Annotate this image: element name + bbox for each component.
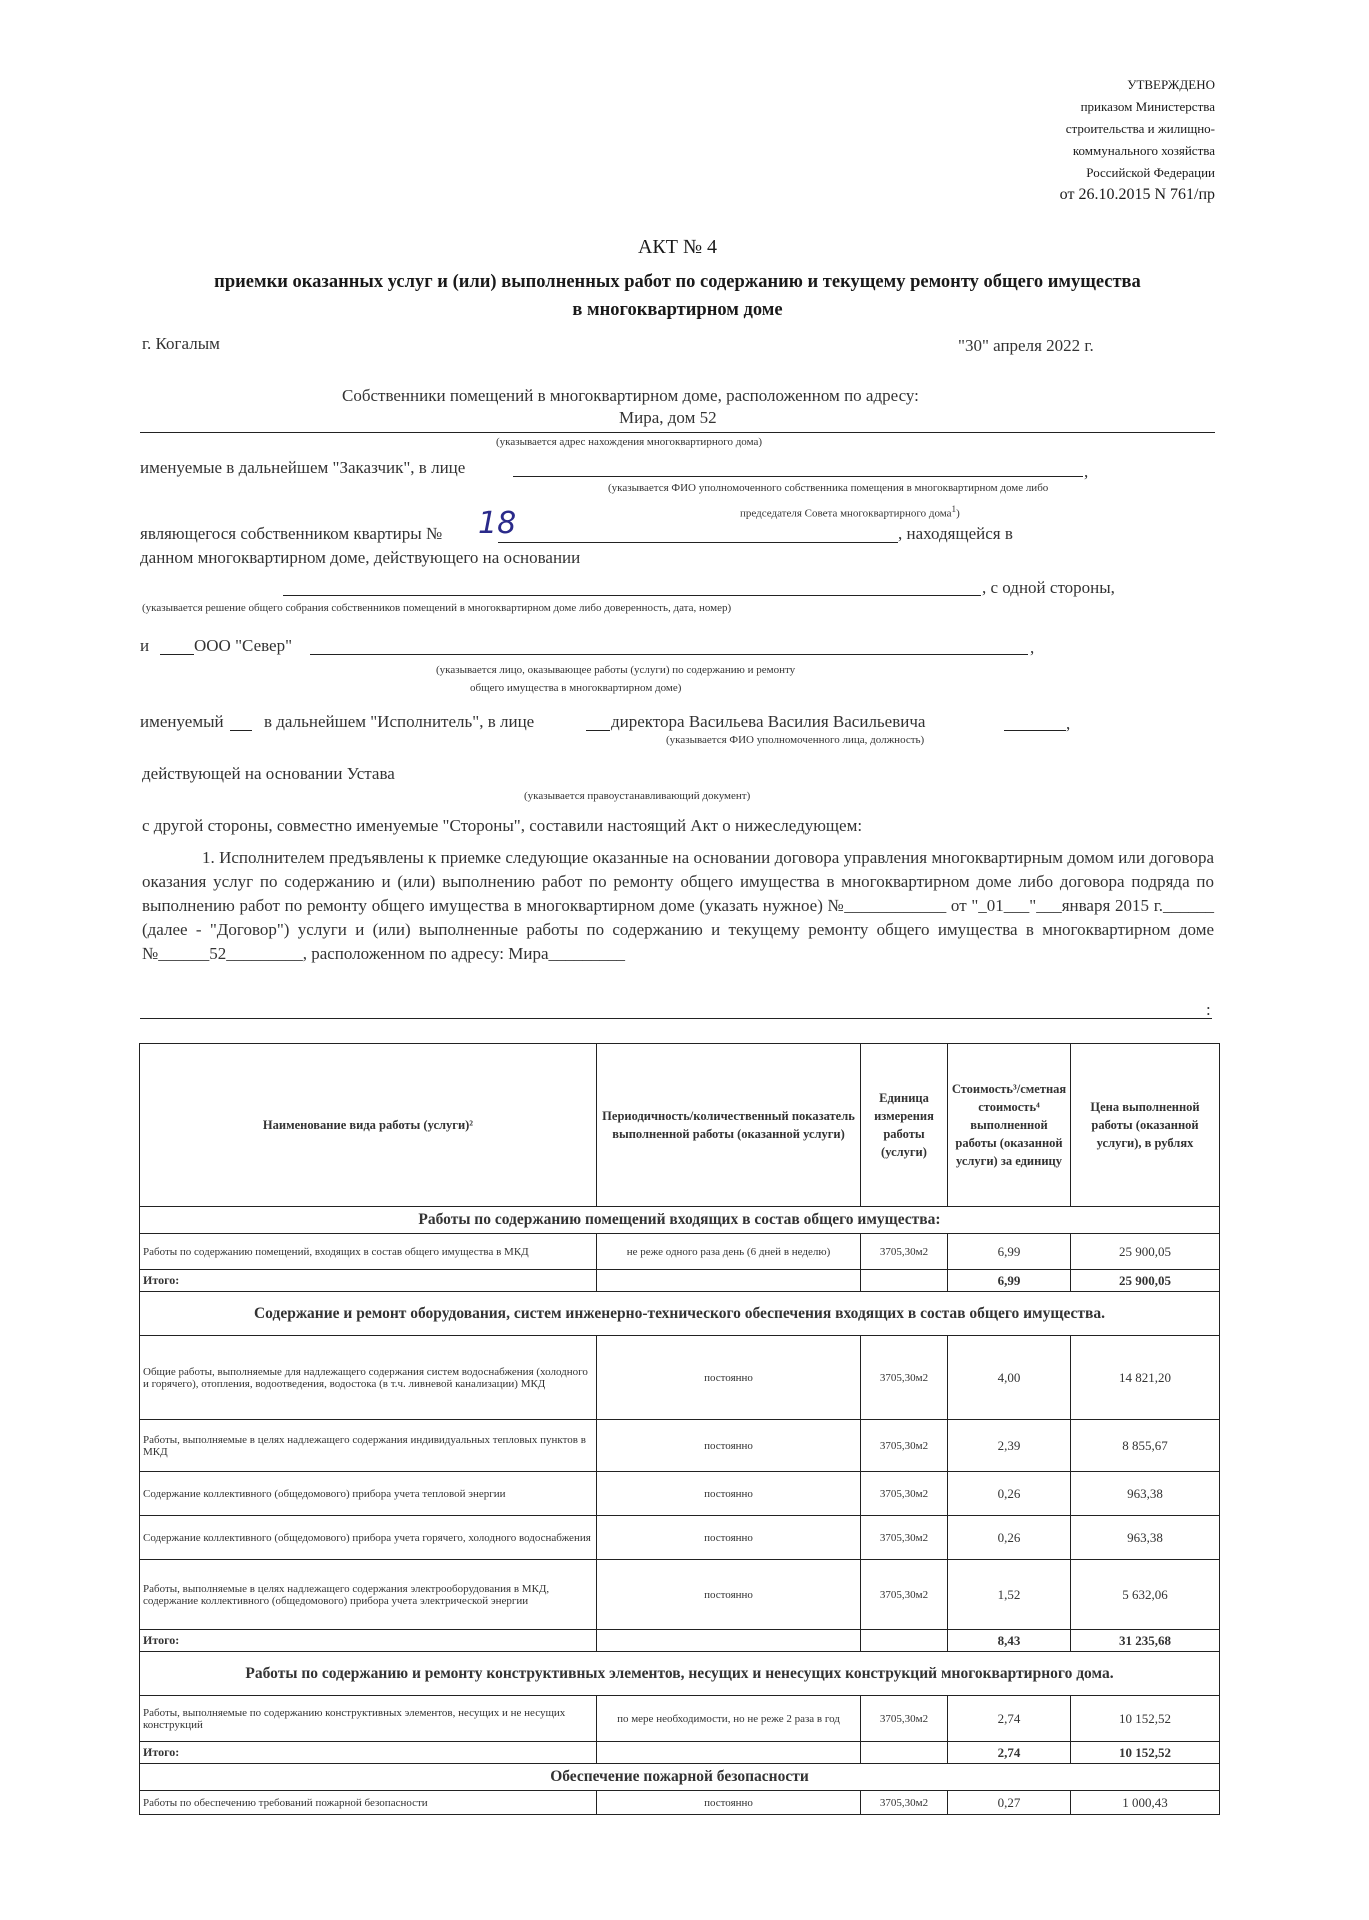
act-date: "30" апреля 2022 г. — [958, 336, 1094, 355]
work-cost: 1,52 — [948, 1560, 1071, 1630]
executor-prefix: именуемый — [140, 712, 224, 731]
work-cost: 0,27 — [948, 1791, 1071, 1815]
work-period: постоянно — [597, 1336, 861, 1420]
work-name: Содержание коллективного (общедомового) прибора учета горячего, холодного водоснабжения — [140, 1516, 597, 1560]
total-row — [140, 1270, 1220, 1292]
owner-apt-suffix: , находящейся в — [898, 524, 1013, 543]
acting-line: действующей на основании Устава — [142, 764, 395, 783]
note-fio-1: (указывается ФИО уполномоченного собственника помещения в многоквартирном доме либо — [608, 482, 1049, 494]
executor-person: директора Васильева Василия Васильевича — [611, 712, 926, 731]
work-cost: 2,74 — [948, 1696, 1071, 1742]
contractor-underline — [310, 654, 1028, 655]
work-price: 963,38 — [1071, 1472, 1220, 1516]
work-name: Содержание коллективного (общедомового) прибора учета тепловой энергии — [140, 1472, 597, 1516]
work-period: по мере необходимости, но не реже 2 раза в год — [597, 1696, 861, 1742]
total-cost: 2,74 — [948, 1742, 1071, 1764]
total-cost: 8,43 — [948, 1630, 1071, 1652]
work-period: не реже одного раза день (6 дней в неделю) — [597, 1234, 861, 1270]
work-cost: 0,26 — [948, 1516, 1071, 1560]
city: г. Когалым — [142, 334, 220, 353]
note-fio-2: председателя Совета многоквартирного дома$^1$) — [740, 504, 960, 520]
table-row — [140, 1234, 1220, 1270]
total-label: Итого: — [140, 1630, 597, 1652]
total-label: Итого: — [140, 1742, 597, 1764]
contractor-name: ООО "Север" — [194, 636, 293, 655]
table-row — [140, 1516, 1220, 1560]
work-unit: 3705,30м2 — [861, 1696, 948, 1742]
column-header: Стоимость³/сметная стоимость⁴ выполненной работы (оказанной услуги) за единицу — [948, 1044, 1071, 1207]
section-row — [140, 1207, 1220, 1234]
work-name: Работы, выполняемые по содержанию конструктивных элементов, несущих и не несущих конструкций — [140, 1696, 597, 1742]
section-title: Работы по содержанию и ремонту конструктивных элементов, несущих и ненесущих конструкций многоквартирного дома. — [140, 1652, 1220, 1696]
work-cost: 0,26 — [948, 1472, 1071, 1516]
approval-line: Российской Федерации — [1086, 165, 1215, 180]
basis-line: данном многоквартирном доме, действующего на основании — [140, 548, 581, 567]
comma: , — [1030, 638, 1035, 657]
total-row — [140, 1630, 1220, 1652]
work-unit: 3705,30м2 — [861, 1336, 948, 1420]
apartment-number: 18 — [478, 506, 517, 541]
section-row — [140, 1764, 1220, 1791]
clause-1-underline — [140, 1018, 1212, 1019]
work-period: постоянно — [597, 1516, 861, 1560]
table-row — [140, 1696, 1220, 1742]
section-row — [140, 1292, 1220, 1336]
and-prefix: и — [140, 636, 150, 655]
work-cost: 2,39 — [948, 1420, 1071, 1472]
work-period: постоянно — [597, 1560, 861, 1630]
note-decision: (указывается решение общего собрания собственников помещений в многоквартирном доме либо доверенность, дата, номер) — [142, 602, 732, 614]
work-unit: 3705,30м2 — [861, 1791, 948, 1815]
table-row — [140, 1472, 1220, 1516]
customer-line: именуемые в дальнейшем "Заказчик", в лице — [140, 458, 466, 477]
work-unit: 3705,30м2 — [861, 1516, 948, 1560]
apt-underline — [498, 542, 898, 543]
total-label: Итого: — [140, 1270, 597, 1292]
basis-underline — [283, 595, 981, 596]
act-subtitle — [140, 268, 1215, 324]
owners-line: Собственники помещений в многоквартирном доме, расположенном по адресу: — [342, 386, 919, 405]
table-row — [140, 1420, 1220, 1472]
work-name: Работы по содержанию помещений, входящих в состав общего имущества в МКД — [140, 1234, 597, 1270]
clause-1: 1. Исполнителем предъявлены к приемке следующие оказанные на основании договора управления многоквартирным домом или договора оказания услуг по содержанию и (или) выполнению работ по ремонту общего имущества в многоквартирном доме либо договора подряда по выполнению работ по ремонту общего имущества в многоквартирном доме (указать нужное) №____________ от "_01___"___января 2015 г.______ (далее - "Договор") услуги и (или) выполненные работы по содержанию и текущему ремонту общего имущества в многоквартирном доме №______52_________, расположенном по адресу: Мира_________ — [142, 848, 1214, 963]
services-table — [139, 1043, 1220, 1815]
owner-apt-prefix: являющегося собственником квартиры № — [140, 524, 443, 543]
note-contractor-2: общего имущества в многоквартирном доме) — [470, 682, 682, 694]
work-period: постоянно — [597, 1472, 861, 1516]
work-name: Работы по обеспечению требований пожарной безопасности — [140, 1791, 597, 1815]
address-underline — [140, 432, 1215, 433]
column-header: Наименование вида работы (услуги)² — [140, 1044, 597, 1207]
section-title: Работы по содержанию помещений входящих в состав общего имущества: — [140, 1207, 1220, 1234]
address: Мира, дом 52 — [619, 408, 717, 427]
total-price: 31 235,68 — [1071, 1630, 1220, 1652]
column-header: Периодичность/количественный показатель выполненной работы (оказанной услуги) — [597, 1044, 861, 1207]
act-title: АКТ № 4 — [637, 236, 718, 258]
note-contractor-1: (указывается лицо, оказывающее работы (услуги) по содержанию и ремонту — [436, 664, 796, 676]
table-row — [140, 1336, 1220, 1420]
work-price: 8 855,67 — [1071, 1420, 1220, 1472]
other-side-line: с другой стороны, совместно именуемые "Стороны", составили настоящий Акт о нижеследующем: — [142, 816, 863, 835]
note-address: (указывается адрес нахождения многоквартирного дома) — [496, 436, 763, 448]
approval-block — [955, 74, 1215, 206]
work-price: 14 821,20 — [1071, 1336, 1220, 1420]
contractor-pre-underline — [160, 654, 194, 655]
work-price: 1 000,43 — [1071, 1791, 1220, 1815]
table-row — [140, 1560, 1220, 1630]
note-document: (указывается правоустанавливающий документ) — [524, 790, 751, 802]
work-price: 5 632,06 — [1071, 1560, 1220, 1630]
work-cost: 6,99 — [948, 1234, 1071, 1270]
work-period: постоянно — [597, 1420, 861, 1472]
column-header: Цена выполненной работы (оказанной услуги), в рублях — [1071, 1044, 1220, 1207]
work-unit: 3705,30м2 — [861, 1472, 948, 1516]
work-name: Работы, выполняемые в целях надлежащего содержания индивидуальных тепловых пунктов в МКД — [140, 1420, 597, 1472]
executor-prefix-underline — [230, 730, 252, 731]
approval-line: строительства и жилищно- — [1065, 121, 1215, 136]
executor-middle: в дальнейшем "Исполнитель", в лице — [264, 712, 535, 731]
work-price: 10 152,52 — [1071, 1696, 1220, 1742]
section-title: Обеспечение пожарной безопасности — [140, 1764, 1220, 1791]
work-unit: 3705,30м2 — [861, 1560, 948, 1630]
executor-person-pre-underline — [586, 730, 610, 731]
table-row — [140, 1791, 1220, 1815]
act-subtitle-line-1: приемки оказанных услуг и (или) выполненных работ по содержанию и текущему ремонту общего имущества — [214, 272, 1141, 292]
column-header: Единица измерения работы (услуги) — [861, 1044, 948, 1207]
act-subtitle-line-2: в многоквартирном доме — [572, 300, 783, 320]
work-period: постоянно — [597, 1791, 861, 1815]
comma: , — [1084, 462, 1089, 481]
executor-person-underline — [1004, 730, 1066, 731]
colon: : — [1206, 1000, 1211, 1019]
note-position: (указывается ФИО уполномоченного лица, должность) — [666, 734, 925, 746]
total-cost: 6,99 — [948, 1270, 1071, 1292]
customer-underline — [513, 476, 1083, 477]
table-header-row — [140, 1044, 1220, 1207]
work-price: 25 900,05 — [1071, 1234, 1220, 1270]
approval-line: УТВЕРЖДЕНО — [1127, 77, 1215, 92]
note-fio-2-text: председателя Совета многоквартирного дома — [740, 507, 952, 520]
work-unit: 3705,30м2 — [861, 1420, 948, 1472]
comma: , — [1066, 714, 1071, 733]
approval-line: от 26.10.2015 N 761/пр — [1059, 186, 1215, 203]
section-row — [140, 1652, 1220, 1696]
section-title: Содержание и ремонт оборудования, систем инженерно-технического обеспечения входящих в состав общего имущества. — [140, 1292, 1220, 1336]
total-row — [140, 1742, 1220, 1764]
work-price: 963,38 — [1071, 1516, 1220, 1560]
total-price: 10 152,52 — [1071, 1742, 1220, 1764]
work-unit: 3705,30м2 — [861, 1234, 948, 1270]
approval-line: коммунального хозяйства — [1072, 143, 1215, 158]
work-cost: 4,00 — [948, 1336, 1071, 1420]
approval-line: приказом Министерства — [1080, 99, 1215, 114]
work-name: Работы, выполняемые в целях надлежащего содержания электрооборудования в МКД, содержание коллективного (общедомового) прибора учета электрической энергии — [140, 1560, 597, 1630]
work-name: Общие работы, выполняемые для надлежащего содержания систем водоснабжения (холодного и горячего), отопления, водоотведения, водостока (в т.ч. ливневой канализации) МКД — [140, 1336, 597, 1420]
one-side: , с одной стороны, — [982, 578, 1115, 597]
total-price: 25 900,05 — [1071, 1270, 1220, 1292]
